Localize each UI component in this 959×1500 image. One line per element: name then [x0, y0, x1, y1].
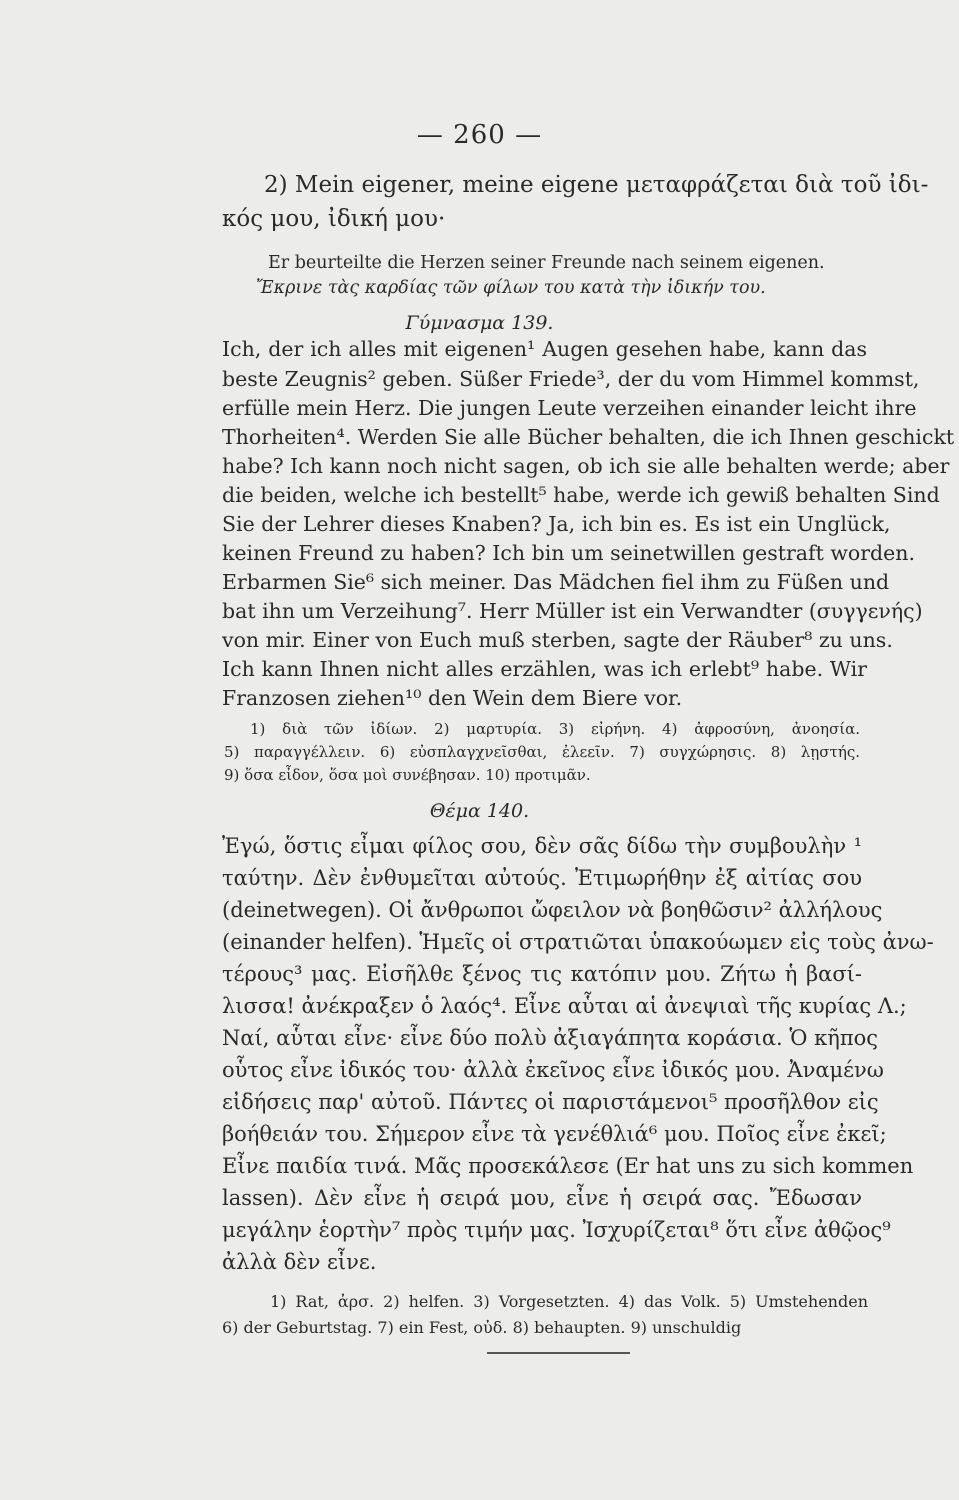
ex139-line-9: Erbarmen Sie⁶ sich meiner. Das Mädchen fiel ihm zu Füßen und — [222, 570, 890, 594]
ex139-line-4: Thorheiten⁴. Werden Sie alle Bücher behalten, die ich Ihnen geschickt — [222, 425, 955, 449]
section-title-line2: κός μου, ἰδική μου· — [222, 206, 446, 232]
ex140-line-7: Ναί, αὗται εἶνε· εἶνε δύο πολὺ ἀξιαγάπητα κοράσια. Ὁ κῆπος — [222, 1026, 879, 1050]
ex140-line-6: λισσα! ἀνέκραξεν ὁ λαός⁴. Εἶνε αὗται αἱ ἀνεψιαὶ τῆς κυρίας Λ.; — [222, 994, 907, 1018]
ex139-line-7: Sie der Lehrer dieses Knaben? Ja, ich bin es. Es ist ein Unglück, — [222, 512, 891, 536]
ex139-line-5: habe? Ich kann noch nicht sagen, ob ich sie alle behalten werde; aber — [222, 454, 950, 478]
ex139-line-13: Franzosen ziehen¹⁰ den Wein dem Biere vor. — [222, 686, 683, 710]
ex140-line-10: βοήθειάν του. Σήμερον εἶνε τὰ γενέθλιά⁶ μου. Ποῖος εἶνε ἐκεῖ; — [222, 1122, 887, 1146]
ex139-line-11: von mir. Einer von Euch muß sterben, sagte der Räuber⁸ zu uns. — [222, 628, 893, 652]
page-number: — 260 — — [416, 120, 543, 150]
ex140-line-14: ἀλλὰ δὲν εἶνε. — [222, 1250, 377, 1274]
exercise-139-heading: Γύμνασμα 139. — [405, 312, 554, 334]
ex139-line-10: bat ihn um Verzeihung⁷. Herr Müller ist ein Verwandter (συγγενής) — [222, 599, 923, 623]
ex140-line-3: (deinetwegen). Οἱ ἄνθρωποι ὤφειλον νὰ βοηθῶσιν² ἀλλήλους — [222, 898, 883, 922]
ex139-footnote-1: 1) διὰ τῶν ἰδίων. 2) μαρτυρία. 3) εἰρήνη. 4) ἀφροσύνη, ἀνοησία. — [250, 720, 860, 738]
ex139-line-3: erfülle mein Herz. Die jungen Leute verzeihen einander leicht ihre — [222, 396, 917, 420]
example-greek: Ἔκρινε τὰς καρδίας τῶν φίλων του κατὰ τὴν ἰδικήν του. — [256, 278, 766, 298]
ex140-line-8: οὗτος εἶνε ἰδικός του· ἀλλὰ ἐκεῖνος εἶνε ἰδικός μου. Ἀναμένω — [222, 1058, 884, 1082]
ex139-line-2: beste Zeugnis² geben. Süßer Friede³, der du vom Himmel kommst, — [222, 367, 920, 391]
example-german: Er beurteilte die Herzen seiner Freunde nach seinem eigenen. — [268, 253, 825, 273]
section-title-line1: 2) Mein eigener, meine eigene μεταφράζεται διὰ τοῦ ἰδι- — [264, 172, 929, 198]
ex140-line-9: εἰδήσεις παρ' αὐτοῦ. Πάντες οἱ παριστάμενοι⁵ προσῆλθον εἰς — [222, 1090, 879, 1114]
ex139-footnote-2: 5) παραγγέλλειν. 6) εὐσπλαγχνεῖσθαι, ἐλεεῖν. 7) συγχώρησις. 8) λῃστής. — [224, 743, 860, 761]
ex139-line-6: die beiden, welche ich bestellt⁵ habe, werde ich gewiß behalten Sind — [222, 483, 940, 507]
ex140-footnote-2: 6) der Geburtstag. 7) ein Fest, οὐδ. 8) behaupten. 9) unschuldig — [222, 1318, 742, 1337]
ex139-line-12: Ich kann Ihnen nicht alles erzählen, was ich erlebt⁹ habe. Wir — [222, 657, 867, 681]
ex140-footnote-1: 1) Rat, ἀρσ. 2) helfen. 3) Vorgesetzten. 4) das Volk. 5) Umstehenden — [270, 1292, 868, 1311]
ex140-line-4: (einander helfen). Ἡμεῖς οἱ στρατιῶται ὑπακούωμεν εἰς τοὺς ἀνω- — [222, 930, 934, 954]
page-end-rule — [487, 1352, 630, 1354]
ex140-line-1: Ἐγώ, ὅστις εἶμαι φίλος σου, δὲν σᾶς δίδω τὴν συμβουλὴν ¹ — [222, 834, 862, 858]
ex140-line-13: μεγάλην ἑορτὴν⁷ πρὸς τιμήν μας. Ἰσχυρίζεται⁸ ὅτι εἶνε ἀθῷος⁹ — [222, 1218, 891, 1242]
ex140-line-12: lassen). Δὲν εἶνε ἡ σειρά μου, εἶνε ἡ σειρά σας. Ἔδωσαν — [222, 1186, 862, 1210]
ex139-line-1: Ich, der ich alles mit eigenen¹ Augen gesehen habe, kann das — [222, 337, 867, 361]
ex140-line-2: ταύτην. Δὲν ἐνθυμεῖται αὐτούς. Ἐτιμωρήθην ἐξ αἰτίας σου — [222, 866, 862, 890]
exercise-140-heading: Θέμα 140. — [429, 800, 530, 822]
ex140-line-11: Εἶνε παιδία τινά. Μᾶς προσεκάλεσε (Er hat uns zu sich kommen — [222, 1154, 914, 1178]
ex140-line-5: τέρους³ μας. Εἰσῆλθε ξένος τις κατόπιν μου. Ζήτω ἡ βασί- — [222, 962, 862, 986]
ex139-line-8: keinen Freund zu haben? Ich bin um seinetwillen gestraft worden. — [222, 541, 916, 565]
ex139-footnote-3: 9) ὅσα εἶδον, ὅσα μοὶ συνέβησαν. 10) προτιμᾶν. — [224, 766, 591, 784]
